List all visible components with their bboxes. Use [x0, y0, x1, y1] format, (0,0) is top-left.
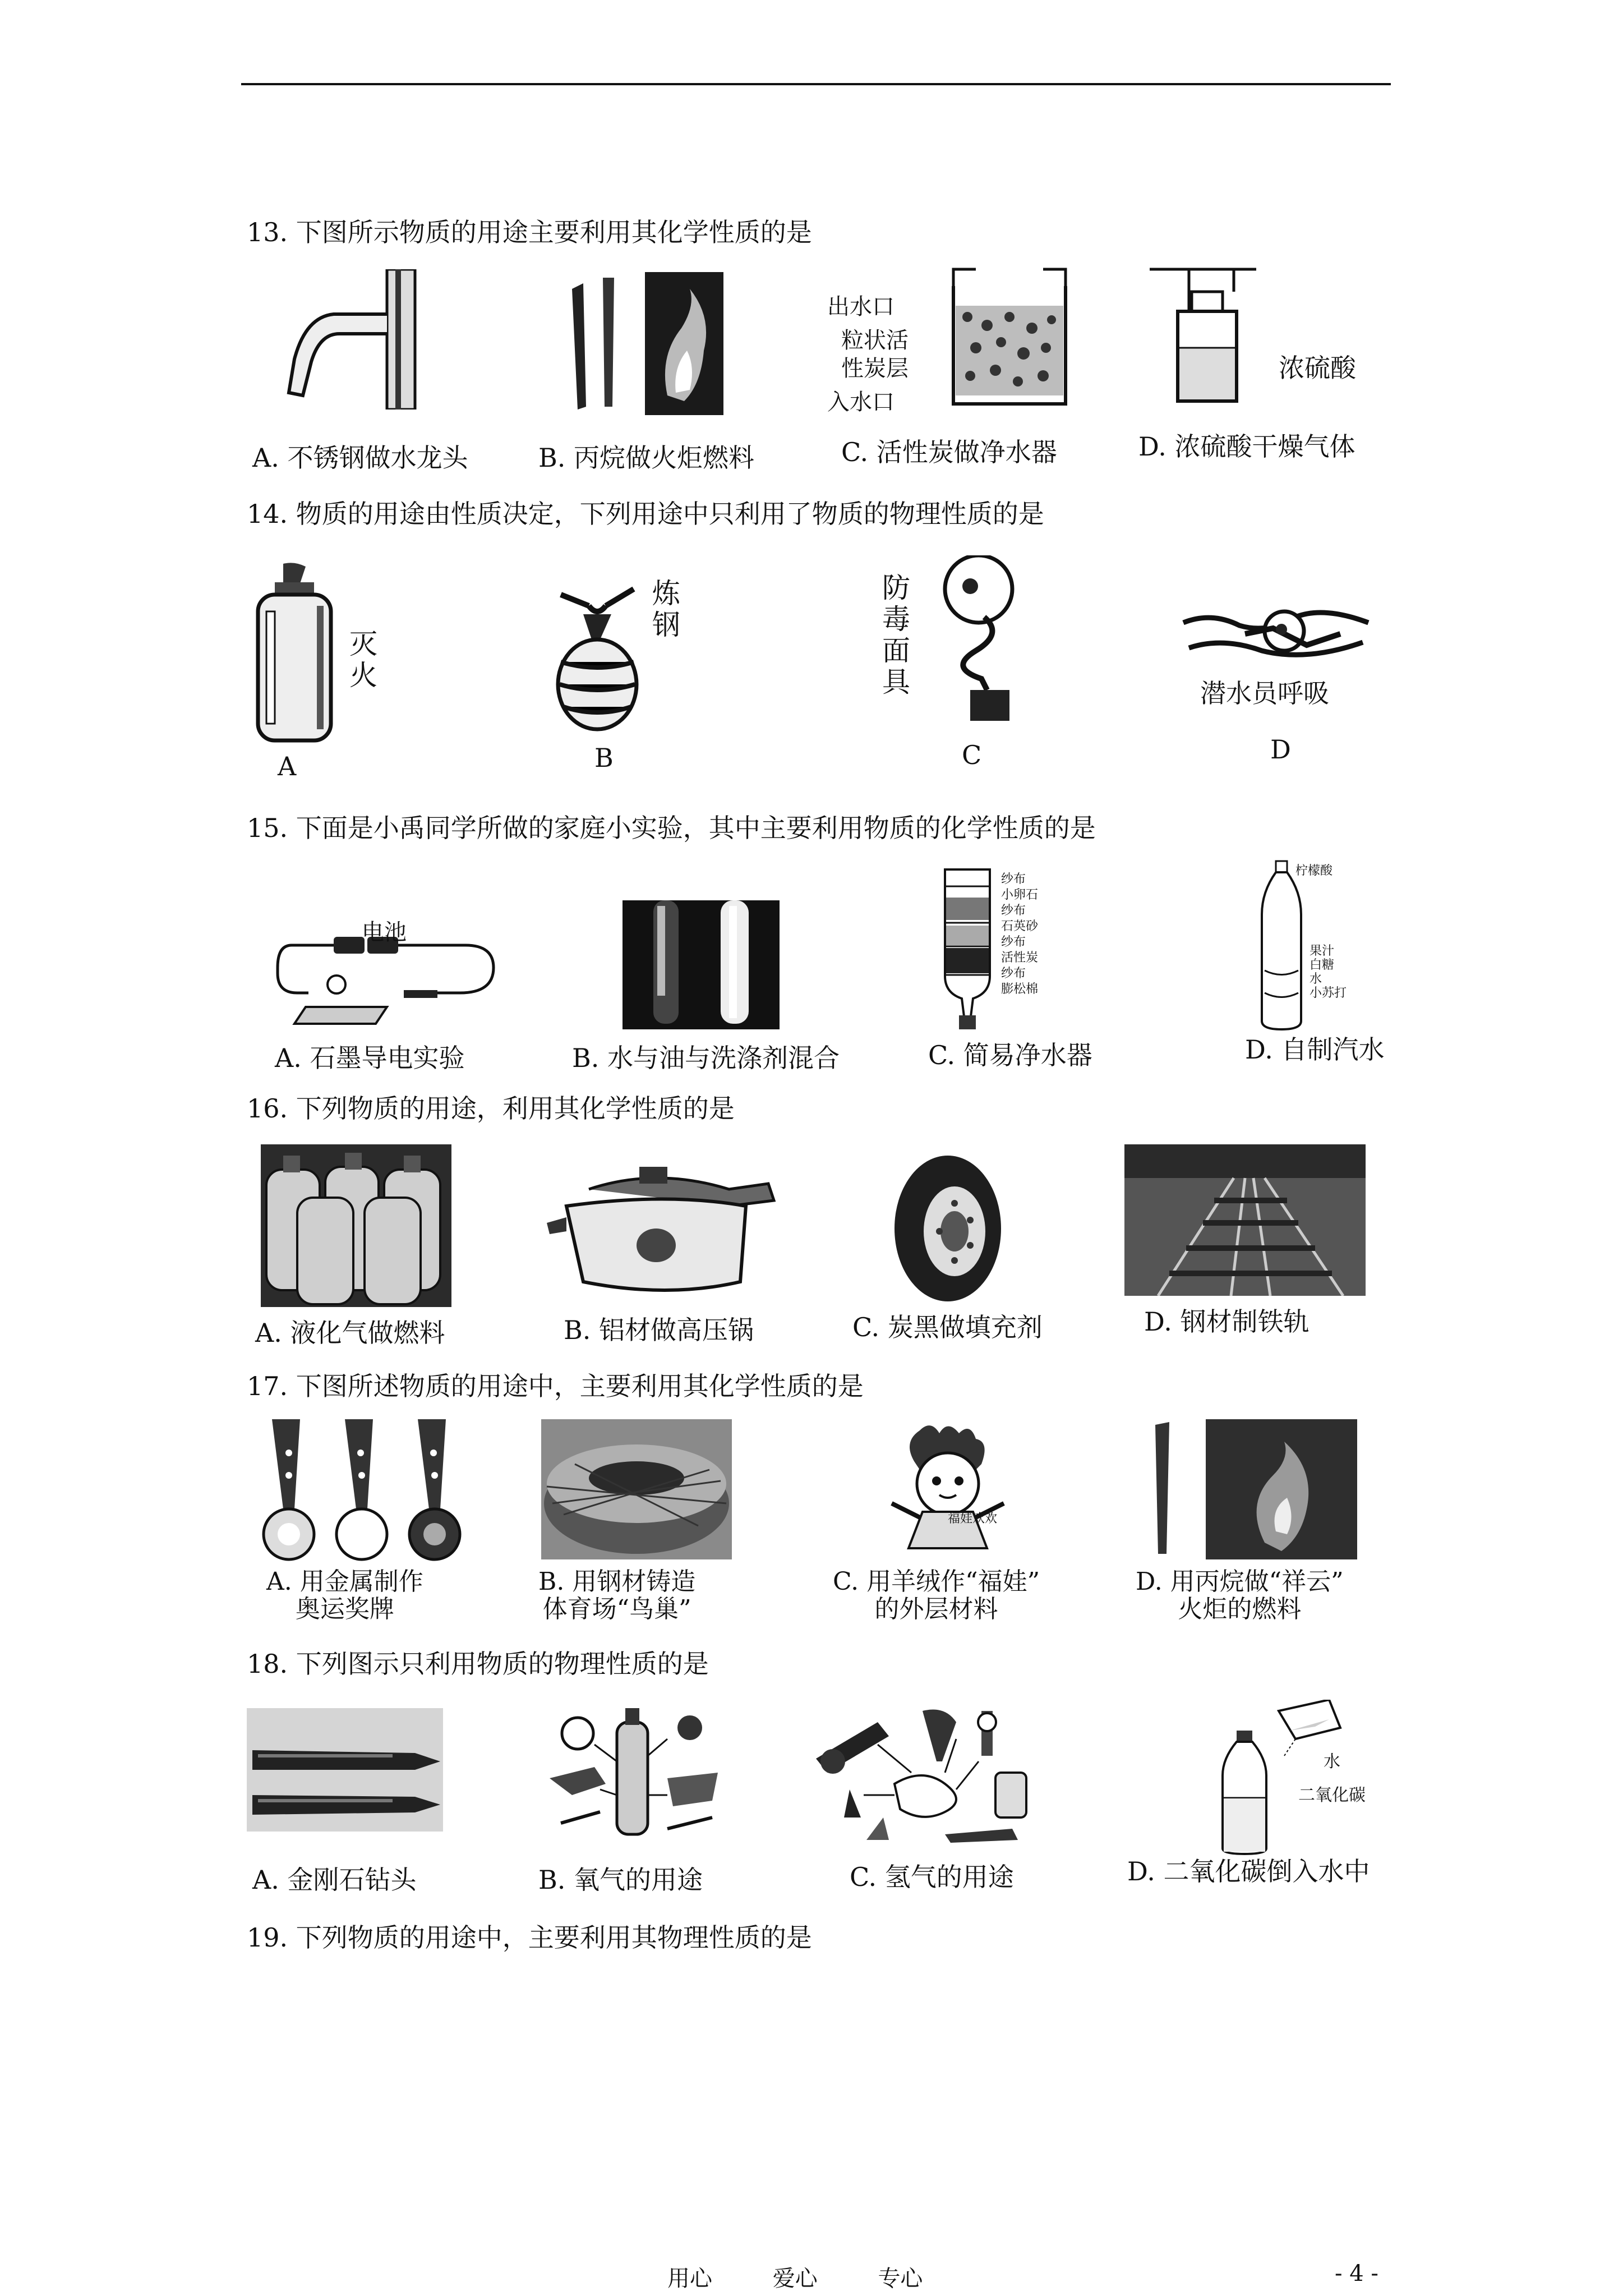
question-16: [247, 1088, 735, 1125]
option-caption: D. 浓硫酸干燥气体: [1138, 431, 1355, 462]
water-purifier-icon: [942, 264, 1082, 415]
option-caption: A. 液化气做燃料: [255, 1318, 445, 1348]
steelmaking-label: 炼钢: [652, 577, 680, 641]
diamond-drill-icon: [247, 1708, 443, 1832]
q15-option-c: [886, 858, 1127, 1083]
q13-option-c: [824, 264, 1094, 482]
q14-option-d: [1178, 555, 1413, 791]
inlet-label: 入水口: [827, 389, 895, 415]
birds-nest-icon: [541, 1419, 732, 1559]
option-caption: D. 自制汽水: [1245, 1034, 1385, 1065]
q16-options: [236, 1144, 1408, 1369]
carbon-layer-label: 性炭层: [841, 356, 909, 381]
option-caption: B. 用钢材铸造 体育场“鸟巢”: [538, 1567, 696, 1624]
mascot-label: 福娃欢欢: [948, 1512, 998, 1526]
layer-label: 膨松棉: [1001, 982, 1039, 996]
option-caption: A. 用金属制作 奥运奖牌: [266, 1567, 423, 1624]
diver-label: 潜水员呼吸: [1200, 678, 1329, 708]
q18-options: [236, 1700, 1408, 1913]
option-caption: C. 用羊绒作“福娃” 的外层材料: [833, 1567, 1040, 1624]
q18-option-c: [810, 1700, 1080, 1913]
q17-option-d: [1133, 1419, 1408, 1632]
oxygen-uses-icon: [538, 1700, 729, 1851]
question-number: 17.: [247, 1371, 288, 1401]
layer-label: 活性炭: [1001, 951, 1039, 965]
q17-option-c: [830, 1419, 1082, 1632]
page-number: - 4 -: [1335, 2261, 1378, 2286]
option-caption: D. 钢材制铁轨: [1144, 1306, 1310, 1337]
medals-icon: [261, 1419, 468, 1565]
option-caption: C. 炭黑做填充剂: [852, 1312, 1043, 1342]
header-rule: [241, 83, 1391, 85]
q16-option-d: [1116, 1144, 1408, 1369]
option-caption: C. 简易净水器: [928, 1040, 1092, 1070]
q16-option-b: [544, 1144, 836, 1369]
faucet-icon: [272, 269, 440, 409]
outlet-label: 出水口: [827, 294, 895, 320]
co2-bottle-icon: [1217, 1700, 1346, 1857]
question-number: 19.: [247, 1922, 288, 1953]
q16-option-c: [838, 1144, 1085, 1369]
test-tubes-icon: [623, 900, 780, 1029]
q16-option-a: [247, 1144, 482, 1369]
q13-option-b: [533, 264, 774, 482]
option-caption: B. 水与油与洗涤剂混合: [572, 1043, 840, 1073]
layer-label: 纱布: [1001, 904, 1026, 918]
option-caption: B. 铝材做高压锅: [564, 1315, 754, 1345]
question-14: [247, 494, 1044, 531]
fuwa-mascot-icon: [869, 1419, 1026, 1565]
q14-option-a: [247, 555, 432, 791]
question-17: [247, 1366, 864, 1403]
acid-label: 浓硫酸: [1279, 353, 1356, 383]
battery-label: 电池: [362, 919, 407, 945]
extinguish-label: 灭火: [349, 628, 377, 692]
question-text: 下列物质的用途中，主要利用其物理性质的是: [296, 1922, 812, 1953]
option-letter: A: [278, 751, 297, 781]
question-number: 16.: [247, 1093, 288, 1124]
ingredient-label: 果汁: [1310, 944, 1335, 958]
q13-option-a: [247, 264, 488, 482]
option-caption: A. 不锈钢做水龙头: [252, 443, 468, 473]
ingredient-label: 水: [1310, 972, 1322, 986]
question-text: 下列物质的用途，利用其化学性质的是: [296, 1093, 735, 1124]
citric-acid-label: 柠檬酸: [1295, 864, 1333, 878]
layer-label: 纱布: [1001, 967, 1026, 981]
q13-option-d: [1133, 264, 1408, 482]
carbon-layer-label: 粒状活: [841, 328, 909, 353]
footer-item: 用心: [667, 2266, 712, 2292]
gas-washing-bottle-icon: [1138, 264, 1273, 409]
question-18: [247, 1644, 709, 1681]
fire-extinguisher-icon: [250, 561, 339, 746]
tire-icon: [892, 1153, 1004, 1304]
q18-option-d: [1116, 1700, 1408, 1913]
option-caption: B. 氧气的用途: [538, 1865, 703, 1895]
option-caption: D. 二氧化碳倒入水中: [1127, 1856, 1370, 1887]
q15-option-b: [561, 858, 852, 1083]
pressure-cooker-icon: [544, 1156, 780, 1301]
railway-icon: [1124, 1144, 1366, 1296]
ingredient-label: 白糖: [1310, 958, 1335, 972]
layer-label: 石英砂: [1001, 919, 1039, 933]
q15-options: [236, 858, 1408, 1083]
question-number: 13.: [247, 217, 288, 247]
soda-bottle-icon: [1256, 858, 1307, 1032]
q17-options: [236, 1419, 1408, 1632]
question-19: [247, 1917, 812, 1954]
question-number: 15.: [247, 813, 288, 843]
page-footer: [667, 2261, 976, 2293]
footer-item: 专心: [878, 2266, 923, 2292]
question-15: [247, 808, 1096, 845]
water-label: 水: [1324, 1752, 1340, 1772]
question-text: 物质的用途由性质决定，下列用途中只利用了物质的物理性质的是: [296, 499, 1044, 529]
ingredient-label: 小苏打: [1310, 986, 1347, 1000]
question-13: [247, 212, 812, 249]
steel-furnace-icon: [550, 583, 645, 735]
question-text: 下面是小禹同学所做的家庭小实验，其中主要利用物质的化学性质的是: [296, 813, 1096, 843]
q14-option-b: [550, 555, 774, 791]
option-caption: A. 金刚石钻头: [252, 1865, 417, 1895]
layer-label: 纱布: [1001, 872, 1026, 886]
option-caption: C. 活性炭做净水器: [841, 437, 1057, 467]
simple-filter-icon: [939, 864, 995, 1032]
question-text: 下图所示物质的用途主要利用其化学性质的是: [296, 217, 812, 247]
q18-option-b: [527, 1700, 780, 1913]
option-caption: D. 用丙烷做“祥云” 火炬的燃料: [1136, 1567, 1344, 1624]
option-caption: C. 氢气的用途: [850, 1862, 1014, 1892]
question-number: 14.: [247, 499, 288, 529]
option-caption: B. 丙烷做火炬燃料: [538, 443, 755, 473]
torch-icon: [561, 266, 729, 418]
q18-option-a: [247, 1700, 482, 1913]
q13-options: [236, 264, 1408, 482]
layer-label: 小卵石: [1001, 888, 1039, 902]
question-text: 下图所述物质的用途中，主要利用其化学性质的是: [296, 1371, 864, 1401]
option-letter: C: [962, 740, 982, 770]
q15-option-d: [1183, 858, 1408, 1083]
q17-option-a: [247, 1419, 482, 1632]
gas-cylinders-icon: [261, 1144, 451, 1307]
hydrogen-uses-icon: [810, 1705, 1046, 1851]
olympic-torch-icon: [1144, 1419, 1357, 1559]
option-letter: B: [594, 743, 614, 773]
gas-mask-label: 防毒面具: [882, 572, 910, 698]
layer-label: 纱布: [1001, 935, 1026, 949]
diver-icon: [1178, 595, 1374, 673]
q17-option-b: [533, 1419, 774, 1632]
option-letter: D: [1270, 734, 1291, 765]
question-number: 18.: [247, 1649, 288, 1679]
co2-label: 二氧化碳: [1298, 1786, 1366, 1805]
gas-mask-icon: [914, 555, 1043, 724]
option-caption: A. 石墨导电实验: [275, 1043, 465, 1073]
footer-item: 爱心: [772, 2266, 818, 2292]
q14-options: [236, 555, 1408, 791]
question-text: 下列图示只利用物质的物理性质的是: [296, 1649, 709, 1679]
q15-option-a: [236, 858, 516, 1083]
q14-option-c: [869, 555, 1094, 791]
